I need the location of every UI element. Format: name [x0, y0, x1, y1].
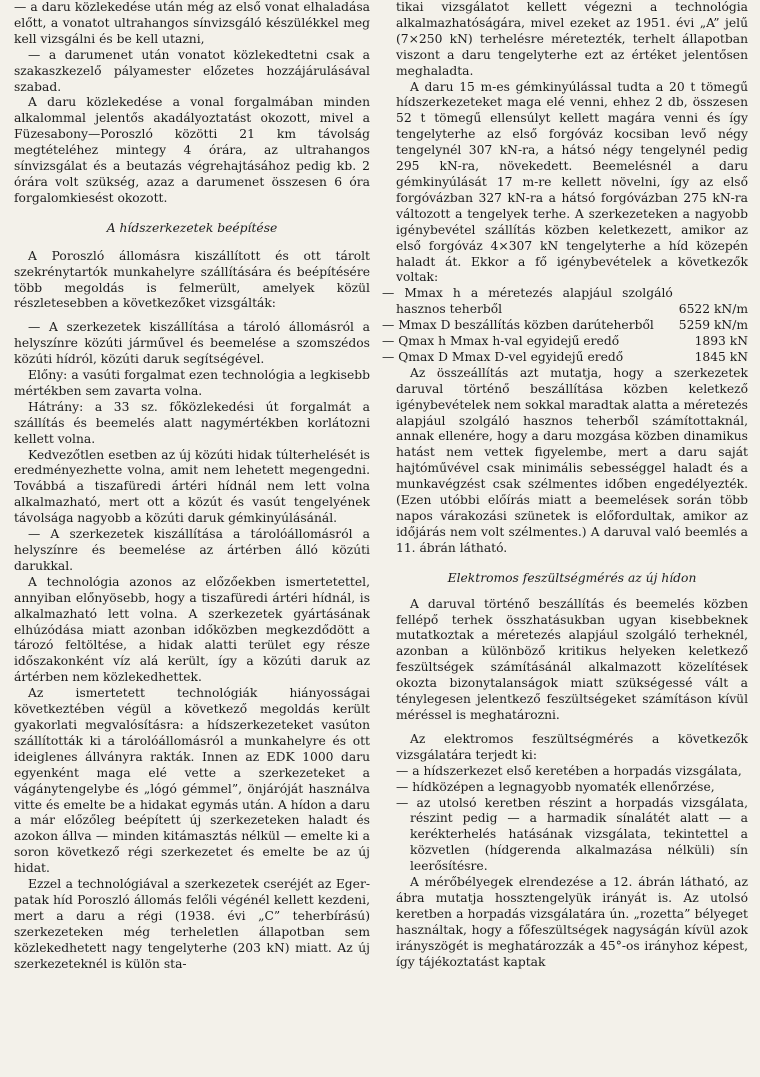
- scope-item-3: — az utolsó keretben részint a horpadás vizsgálata, részint pedig — a harmadik sínalátét alatt — a kerékterhelés hatásának vizsgálata, tekintettel a közvetlen (hídgerenda alkalmazása nélküli) sín leerősítésre.: [396, 795, 748, 874]
- paragraph-measurement: A daruval történő beszállítás és beemelés közben fellépő terhek összhatásukban ugyan kisebbeknek mutatkoztak a méretezés alapjául szolgáló terheknél, azonban a különböző kritikus helyeken keletkező feszültségek számításánál alkalmazott közelítések okozta bizonytalanságok miatt szükségessé vált a ténylegesen jelentkező feszültségeket számításon kívül méréssel is meghatározni.: [396, 596, 748, 722]
- moment-value: 1845 kN: [694, 349, 748, 364]
- option-2: — A szerkezetek kiszállítása a tárolóállomásról a helyszínre és beemelése az ártérben álló közúti darukkal.: [14, 527, 370, 573]
- paragraph-solution: Az ismertetett technológiák hiányosságai következtében végül a következő megoldás került gyakorlati megvalósításra: a hídszerkezeteket vasúton szállították ki a tárolóállomásról a munkahelyre és ott ideiglenes állványra rakták. Innen az EDK 1000 daru egyenként maga elé vette a szerkezeteket a vágánytengelybe és „lógó gémmel”, önjáróját használva vitte és emelte be a hidakat egymás után. A hídon a daru a már előzőleg beépített új szerkezeteken haladt és azokon állva — minden kitámasztás nélkül — emelte ki a soron következő régi szerkezetet és emelte be az új hidat.: [14, 686, 370, 876]
- option-1: — A szerkezetek kiszállítása a tároló állomásról a helyszínre közúti járművel és beemelése a szomszédos közúti hídról, közúti daruk segítségével.: [14, 320, 370, 367]
- left-column: [14, 0, 370, 972]
- moment-value: 1893 kN: [694, 334, 748, 349]
- moments-row: [396, 286, 748, 318]
- paragraph-disruption: A daru közlekedése a vonal forgalmában minden alkalommal jelentős akadályoztatást okozott, mivel a Füzesabony—Poroszló közötti 21 km távolság megtételéhez mintegy 4 órára, az ultrahangos sínvizsgálat és a beutazás végrehajtásához pedig kb. 2 órára volt szükség, azaz a darumenet összesen 6 óra forgalomkiesést okozott.: [14, 95, 370, 205]
- moments-table: [382, 286, 748, 366]
- right-column: [382, 0, 748, 970]
- option-1-con: Hátrány: a 33 sz. főközlekedési út forgalmát a szállítás és beemelés alatt nagymértékben korlátozni kellett volna.: [14, 399, 370, 446]
- section-heading-install: A hídszerkezetek beépítése: [106, 220, 278, 235]
- option-1-pro: Előny: a vasúti forgalmat ezen technológia a legkisebb mértékben sem zavarta volna.: [14, 368, 370, 398]
- paragraph-crane-loads: A daru 15 m-es gémkinyúlással tudta a 20 t tömegű hídszerkezeteket maga elé venni, ehhez 2 db, összesen 52 t tömegű ellensúlyt kellett magára venni és így tengelyterhe az első forgóváz kocsiban levő négy tengelynél 307 kN-ra, a hátsó négy tengelynél pedig 295 kN-ra, növekedett. Beemelésnél a daru gémkinyúlását 17 m-re kellett növelni, így az első forgóvázban 327 kN-ra a hátsó forgóvázban 275 kN-ra változott a tengelyek terhe. A szerkezeteken a nagyobb igénybevétel szállítás közben keletkezett, amikor az első forgóváz 4×307 kN tengelyterhe a híd közepén haladt át. Ekkor a fő igénybevételek a következők voltak:: [396, 79, 748, 285]
- scope-item-1: — a hídszerkezet első keretében a horpadás vizsgálata,: [396, 763, 742, 778]
- paragraph-scope: Az elektromos feszültségmérés a következők vizsgálatára terjedt ki:: [396, 731, 748, 762]
- moment-label: — Mmax h a méretezés alapjául szolgáló hasznos teherből: [382, 286, 673, 317]
- scope-item-2: — hídközépen a legnagyobb nyomaték ellenőrzése,: [396, 779, 715, 794]
- paragraph-conclusion: Az összeállítás azt mutatja, hogy a szerkezetek daruval történő beszállítása közben keletkező igénybevételek nem sokkal maradtak alatta a méretezés alapjául szolgáló hasznos teherből számítottaknál, annak ellenére, hogy a daru mozgása közben dinamikus hatást nem vettek figyelembe, mert a daru saját hajtóművével csak minimális sebességgel haladt és a munkavégzést csak szélmentes időben engedélyezték. (Ezen utóbbi előírás miatt a beemelések során több napos várakozási szünetek is előfordultak, amikor az időjárás nem volt szélmentes.) A daruval való beemlés a 11. ábrán látható.: [396, 365, 748, 555]
- intro-item-1: — a daru közlekedése után még az első vonat elhaladása előtt, a vonatot ultrahangos sínvizsgáló készülékkel meg kell vizsgálni és be kell utazni,: [14, 0, 370, 46]
- paragraph-gauges: A mérőbélyegek elrendezése a 12. ábrán látható, az ábra mutatja hossztengelyük irányát is. Az utolsó keretben a horpadás vizsgálatára ún. „rozetta” bélyeget használtak, hogy a főfeszültségek nagyságán kívül azok irányszögét is meghatározzák a 45°-os irányhoz képest, így tájékoztatást kaptak: [396, 875, 748, 969]
- paragraph-technology: A technológia azonos az előzőekben ismertetettel, annyiban előnyösebb, hogy a tiszafüredi ártéri hídnál, is alkalmazható lett volna. A szerkezetek gyártásának elhúzódása miatt azonban időközben megkezdődött a tározó feltöltése, a hidak alatti terület egy része időszakonként víz alá került, így a közúti daruk az ártérben nem közlekedhettek.: [14, 574, 370, 685]
- moment-label: — Qmax D Mmax D-vel egyidejű eredő: [382, 349, 624, 364]
- moments-row: [396, 350, 748, 366]
- option-1-note: Kedvezőtlen esetben az új közúti hidak túlterhelését is eredményezhette volna, amit nem lehetett megengedni. Továbbá a tiszafüredi ártéri hídnál nem lett volna alkalmazható, mert ott a közút és vasút tengelyének távolsága nagyobb a közúti daruk gémkinyúlásánál.: [14, 447, 370, 526]
- paragraph-install-intro: A Poroszló állomásra kiszállított és ott tárolt szekrénytartók munkahelyre szállítására és beépítésére több megoldás is felmerült, amelyek közül részletesebben a következőket vizsgálták:: [14, 248, 370, 311]
- moment-label: — Qmax h Mmax h-val egyidejű eredő: [382, 334, 620, 349]
- section-heading-measurement: Elektromos feszültségmérés az új hídon: [447, 570, 697, 585]
- moment-label: — Mmax D beszállítás közben darúteherből: [382, 318, 654, 333]
- intro-item-2: — a darumenet után vonatot közlekedtetni csak a szakaszkezelő pályamester előzetes hozzájárulásával szabad.: [14, 47, 370, 94]
- moments-row: [396, 318, 748, 334]
- paragraph-replacement: Ezzel a technológiával a szerkezetek cseréjét az Eger-patak híd Poroszló állomás felőli végénél kellett kezdeni, mert a daru a régi (1938. évi „C” teherbírású) szerkezeteken még terheletlen állapotban sem közlekedhetett nagy tengelyterhe (203 kN) miatt. Az új szerkezeteknél is külön sta-: [14, 877, 370, 971]
- moment-value: 6522 kN/m: [678, 302, 748, 317]
- moment-value: 5259 kN/m: [678, 318, 748, 333]
- moments-row: [396, 334, 748, 350]
- paragraph-static-check: tikai vizsgálatot kellett végezni a technológia alkalmazhatóságára, mivel ezeket az 1951. évi „A” jelű (7×250 kN) terhelésre méretezték, terhelt állapotban viszont a daru tengelyterhe ezt az értéket jelentősen meghaladta.: [396, 0, 748, 78]
